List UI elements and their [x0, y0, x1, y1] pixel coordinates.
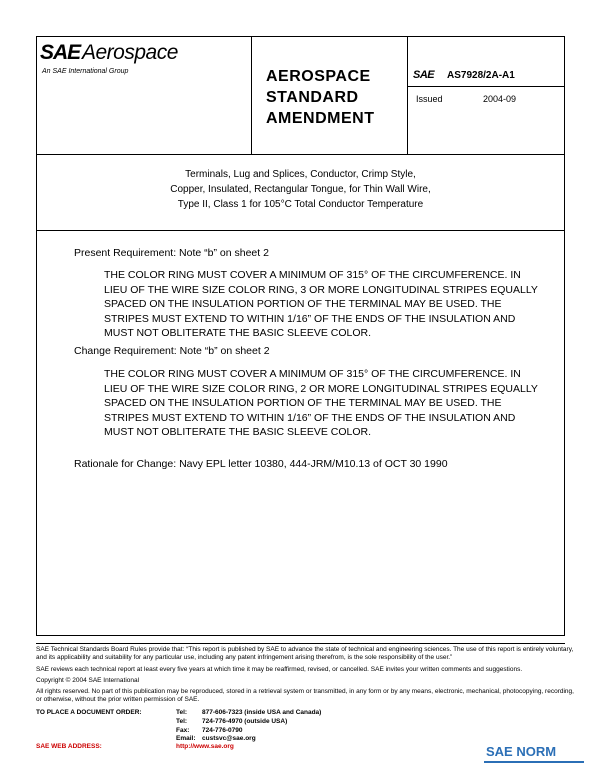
tel1-value: 877-606-7323 (inside USA and Canada): [202, 709, 322, 716]
fax-value: 724-776-0790: [202, 727, 243, 734]
footer-rules: SAE Technical Standards Board Rules provide that: “This report is published by SAE to advance the state of technical and engineering sciences. The use of this report is entirely voluntary, and its applicability and suitability for any particular use, including any patent infringement arising therefrom, is the sole responsibility of the user.”: [36, 646, 574, 661]
web-address-label: SAE WEB ADDRESS:: [36, 743, 102, 750]
tel1-label: Tel:: [176, 709, 188, 716]
present-requirement-text: THE COLOR RING MUST COVER A MINIMUM OF 315° OF THE CIRCUMFERENCE. IN LIEU OF THE WIRE SIZE COLOR RING, 3 OR MORE LONGITUDINAL STRIPES EQUALLY SPACED ON THE INSULATION PORTION OF THE TERMINAL MAY BE USED. THE STRIPES MUST EXTEND TO WITHIN 1/16” OF THE ENDS OF THE INSULATION AND MUST NOT OBLITERATE THE BASIC SLEEVE COLOR.: [104, 269, 538, 339]
aerospace-logo-text: Aerospace: [82, 41, 178, 64]
footer-copyright: Copyright © 2004 SAE International: [36, 677, 140, 684]
docnum-divider: [407, 86, 565, 87]
change-requirement-text: THE COLOR RING MUST COVER A MINIMUM OF 315° OF THE CIRCUMFERENCE. IN LIEU OF THE WIRE SIZE COLOR RING, 2 OR MORE LONGITUDINAL STRIPES EQUALLY SPACED ON THE INSULATION PORTION OF THE TERMINAL MAY BE USED. THE STRIPES MUST EXTEND TO WITHIN 1/16” OF THE ENDS OF THE INSULATION AND MUST NOT OBLITERATE THE BASIC SLEEVE COLOR.: [104, 368, 538, 438]
title-line1: Terminals, Lug and Splices, Conductor, Crimp Style,: [185, 169, 416, 180]
web-address-link[interactable]: http://www.sae.org: [176, 743, 234, 750]
email-label: Email:: [176, 735, 196, 742]
order-label: TO PLACE A DOCUMENT ORDER:: [36, 709, 142, 716]
doctype-line2: STANDARD: [266, 89, 359, 106]
change-requirement-heading: Change Requirement: Note “b” on sheet 2: [74, 345, 270, 357]
email-link[interactable]: custsvc@sae.org: [202, 735, 256, 742]
tel2-value: 724-776-4970 (outside USA): [202, 718, 288, 725]
logo-subtitle: An SAE International Group: [42, 68, 129, 75]
sae-norm-logo-underline: [484, 761, 584, 763]
title-line2: Copper, Insulated, Rectangular Tongue, for Thin Wall Wire,: [170, 184, 431, 195]
issued-label: Issued: [416, 94, 443, 104]
sae-logo: SAE: [40, 41, 81, 64]
present-requirement-heading: Present Requirement: Note “b” on sheet 2: [74, 247, 269, 259]
title-line3: Type II, Class 1 for 105°C Total Conductor Temperature: [177, 199, 424, 210]
tel2-label: Tel:: [176, 718, 188, 725]
rationale: Rationale for Change: Navy EPL letter 10380, 444-JRM/M10.13 of OCT 30 1990: [74, 458, 448, 470]
footer-review: SAE reviews each technical report at least every five years at which time it may be reaffirmed, revised, or cancelled. SAE invites your written comments and suggestions.: [36, 666, 523, 673]
document-number: AS7928/2A-A1: [447, 70, 515, 81]
sae-mark-icon: SAE: [413, 69, 435, 81]
fax-label: Fax:: [176, 727, 190, 734]
issued-date: 2004-09: [483, 94, 517, 104]
footer-divider: [36, 643, 565, 644]
doctype-line3: AMENDMENT: [266, 110, 375, 127]
doctype-line1: AEROSPACE: [266, 68, 371, 85]
footer-rights: All rights reserved. No part of this publication may be reproduced, stored in a retrieval system or transmitted, in any form or by any means, electronic, mechanical, photocopying, recording, or otherwise, without the prior written permission of SAE.: [36, 688, 574, 703]
sae-norm-logo-text: SAE NORM: [486, 744, 557, 759]
